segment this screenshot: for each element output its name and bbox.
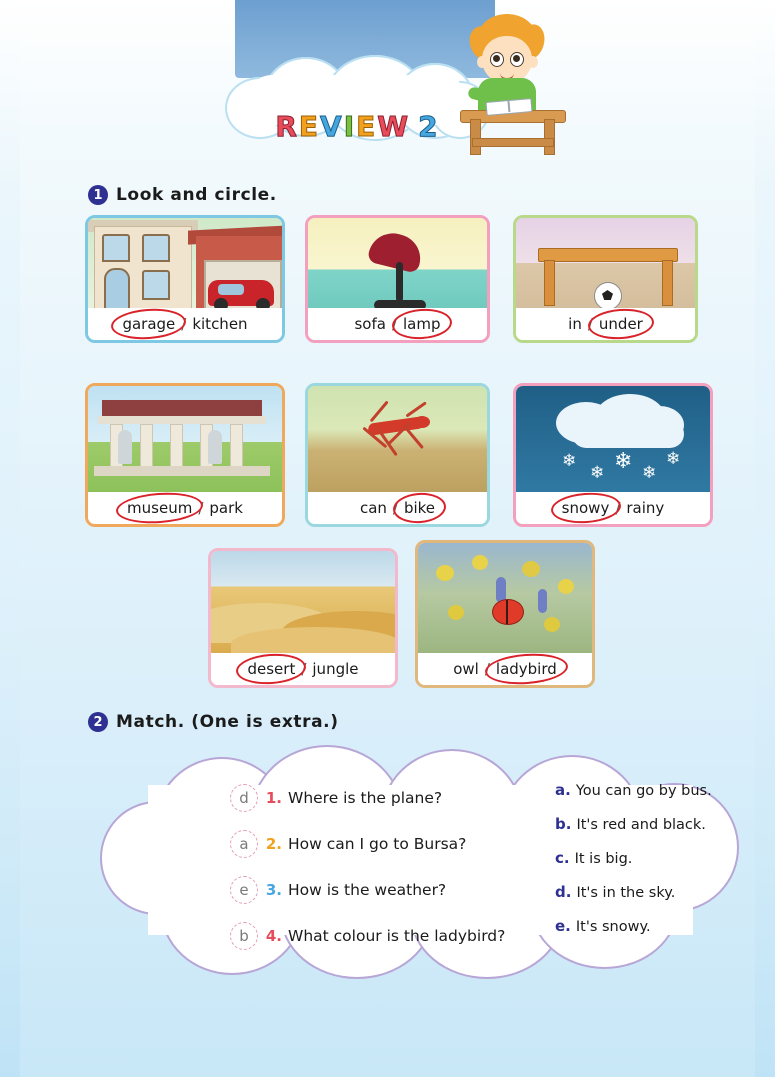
option-bike[interactable]: bike [401,499,438,517]
question-text-3: How is the weather? [288,881,447,899]
option-separator: / [181,315,187,333]
option-can[interactable]: can [359,499,387,517]
option-separator: / [392,499,398,517]
answer-bubble-1[interactable]: d [230,784,258,812]
answer-text-d: It's in the sky. [576,885,676,901]
answer-letter-b: b. [555,815,572,833]
picture-snowy-weather: ❄ ❄ ❄ ❄ ❄ [516,386,710,494]
option-jungle[interactable]: jungle [312,660,359,678]
picture-card-desert[interactable] [208,548,398,688]
option-desert[interactable]: desert [244,660,298,678]
card-options[interactable] [211,653,395,685]
exercise-2-title: Match. (One is extra.) [116,712,339,732]
card-options[interactable] [88,308,282,340]
option-rainy[interactable]: rainy [626,499,665,517]
answer-bubble-2[interactable]: a [230,830,258,858]
exercise-1-number: 1 [88,185,108,205]
title-letter-5: E [356,110,378,143]
answer-option-d[interactable] [555,883,755,917]
option-in[interactable]: in [568,315,582,333]
picture-museum [88,386,282,494]
picture-ladybird-on-flowers [418,543,592,655]
title-letter-1: R [275,110,299,143]
option-museum[interactable]: museum [124,499,195,517]
answer-bubble-3[interactable]: e [230,876,258,904]
option-separator: / [301,660,307,678]
option-park[interactable]: park [209,499,243,517]
exercise-2-heading [88,712,339,732]
card-options[interactable] [88,492,282,524]
option-garage[interactable]: garage [119,315,178,333]
picture-card-snowy[interactable] [513,383,713,527]
card-options[interactable] [418,653,592,685]
option-under[interactable]: under [596,315,646,333]
title-letter-4: I [343,110,357,143]
picture-house-with-garage [88,218,282,312]
picture-card-under[interactable] [513,215,698,343]
answer-letter-a: a. [555,781,571,799]
picture-desert [211,551,395,655]
match-row[interactable] [230,867,520,913]
card-options[interactable] [516,492,710,524]
picture-ball-under-table [516,218,695,312]
option-separator: / [391,315,398,333]
title-letter-3: V [320,110,344,143]
answer-letter-e: e. [555,917,571,935]
answer-option-c[interactable] [555,849,755,883]
match-row[interactable] [230,821,520,867]
title-letter-2: E [298,110,321,143]
answer-option-a[interactable] [555,781,755,815]
page-header [20,0,755,175]
option-sofa[interactable]: sofa [354,315,386,333]
card-options[interactable] [308,492,487,524]
answer-bubble-4[interactable]: b [230,922,258,950]
picture-insect [308,386,487,494]
option-ladybird[interactable]: ladybird [493,660,560,678]
card-options[interactable] [516,308,695,340]
option-snowy[interactable]: snowy [559,499,613,517]
exercise-2-number: 2 [88,712,108,732]
question-text-1: Where is the plane? [288,789,443,807]
option-separator: / [587,315,593,333]
match-row[interactable] [230,913,520,959]
match-answers-column [555,781,755,951]
page-title [225,110,490,143]
option-lamp[interactable]: lamp [400,315,444,333]
answer-text-e: It's snowy. [575,919,651,935]
answer-option-b[interactable] [555,815,755,849]
option-kitchen[interactable]: kitchen [192,315,248,333]
picture-card-ladybird[interactable] [415,540,595,688]
answer-text-c: It is big. [574,851,633,867]
question-text-4: What colour is the ladybird? [288,927,506,945]
card-options[interactable] [308,308,487,340]
answer-letter-c: c. [555,849,570,867]
answer-option-e[interactable] [555,917,755,951]
option-owl[interactable]: owl [453,660,479,678]
question-number-2: 2. [265,835,282,853]
match-exercise-cloud [100,745,740,980]
option-separator: / [484,660,490,678]
match-questions-column [230,775,520,959]
title-letter-6: W [377,110,411,143]
answer-letter-d: d. [555,883,572,901]
answer-text-b: It's red and black. [576,817,706,833]
picture-desk-lamp [308,218,487,312]
picture-card-museum[interactable] [85,383,285,527]
answer-text-a: You can go by bus. [575,783,712,799]
picture-card-bike[interactable] [305,383,490,527]
option-separator: / [198,499,204,517]
question-number-1: 1. [265,789,282,807]
exercise-1-title: Look and circle. [116,185,277,205]
question-number-3: 3. [265,881,282,899]
question-number-4: 4. [265,927,282,945]
exercise-1-heading [88,185,277,205]
review-title-cloud [225,55,490,145]
question-text-2: How can I go to Bursa? [288,835,467,853]
picture-card-lamp[interactable] [305,215,490,343]
picture-card-garage[interactable] [85,215,285,343]
worksheet-page [20,0,755,1077]
title-number: 2 [418,110,440,143]
match-row[interactable] [230,775,520,821]
option-separator: / [615,499,621,517]
